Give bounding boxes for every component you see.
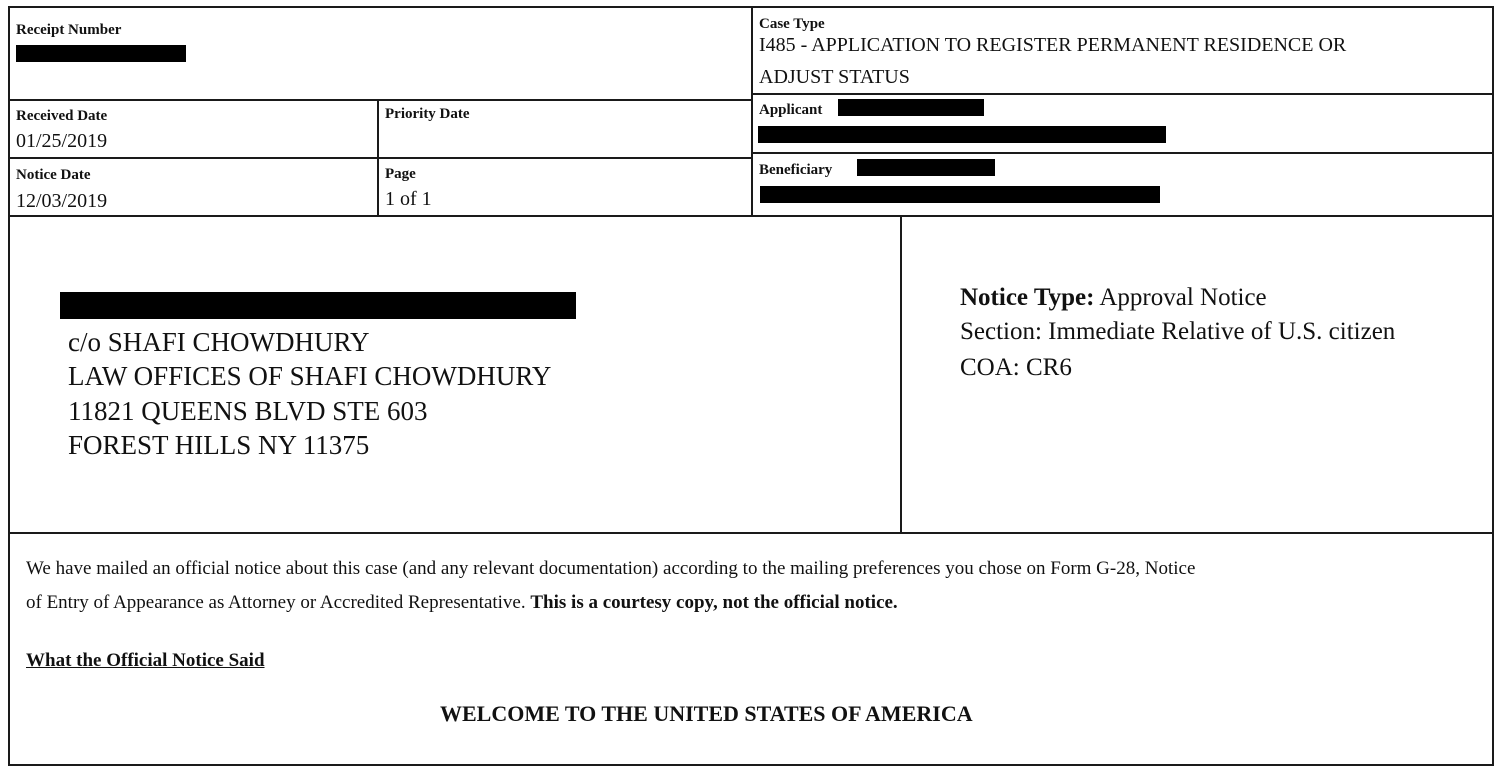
case-type-label: Case Type xyxy=(759,16,825,32)
received-date-label: Received Date xyxy=(16,108,108,124)
header-divider-center xyxy=(751,6,753,217)
courtesy-paragraph-line-2 xyxy=(26,592,898,614)
receipt-number-redaction xyxy=(16,45,186,62)
receipt-number-label: Receipt Number xyxy=(16,22,122,38)
courtesy-paragraph-line-1: We have mailed an official notice about this case (and any relevant documentation) according to the mailing preferences you chose on Form G-28, Notice xyxy=(26,558,1196,579)
case-type-line2: ADJUST STATUS xyxy=(759,66,910,88)
address-line-2: LAW OFFICES OF SHAFI CHOWDHURY xyxy=(68,361,552,391)
applicant-name-redaction xyxy=(758,126,1166,143)
header-rule-1b xyxy=(753,93,1494,95)
courtesy-copy-statement: This is a courtesy copy, not the official notice. xyxy=(530,592,898,613)
header-divider-left xyxy=(377,99,379,217)
welcome-heading: WELCOME TO THE UNITED STATES OF AMERICA xyxy=(440,701,973,726)
courtesy-paragraph-plain: of Entry of Appearance as Attorney or Accredited Representative. xyxy=(26,592,526,613)
address-line-1: c/o SHAFI CHOWDHURY xyxy=(68,327,370,357)
address-line-4: FOREST HILLS NY 11375 xyxy=(68,430,370,460)
address-divider xyxy=(900,215,902,534)
received-date-value: 01/25/2019 xyxy=(16,130,108,152)
header-rule-1 xyxy=(8,99,753,101)
notice-date-label: Notice Date xyxy=(16,167,91,183)
notice-type-label: Notice Type: xyxy=(960,284,1095,311)
page-label: Page xyxy=(385,166,416,182)
page-value: 1 of 1 xyxy=(385,188,432,210)
header-rule-2b xyxy=(753,152,1494,154)
beneficiary-name-redaction xyxy=(760,186,1160,203)
case-type-line1: I485 - APPLICATION TO REGISTER PERMANENT RESIDENCE OR xyxy=(759,34,1347,56)
address-line-3: 11821 QUEENS BLVD STE 603 xyxy=(68,396,428,426)
official-notice-heading: What the Official Notice Said xyxy=(26,650,265,671)
applicant-label: Applicant xyxy=(759,102,823,118)
notice-date-value: 12/03/2019 xyxy=(16,190,108,212)
beneficiary-id-redaction xyxy=(857,159,995,176)
priority-date-label: Priority Date xyxy=(385,106,470,122)
notice-type-value: Approval Notice xyxy=(1099,284,1267,311)
recipient-name-redaction xyxy=(60,292,576,319)
header-rule-2 xyxy=(8,157,753,159)
applicant-id-redaction xyxy=(838,99,984,116)
beneficiary-label: Beneficiary xyxy=(759,162,833,178)
address-bottom-rule xyxy=(8,532,1494,534)
notice-section: Section: Immediate Relative of U.S. citizen xyxy=(960,318,1396,345)
notice-type-line xyxy=(960,284,1267,312)
notice-coa: COA: CR6 xyxy=(960,354,1072,381)
